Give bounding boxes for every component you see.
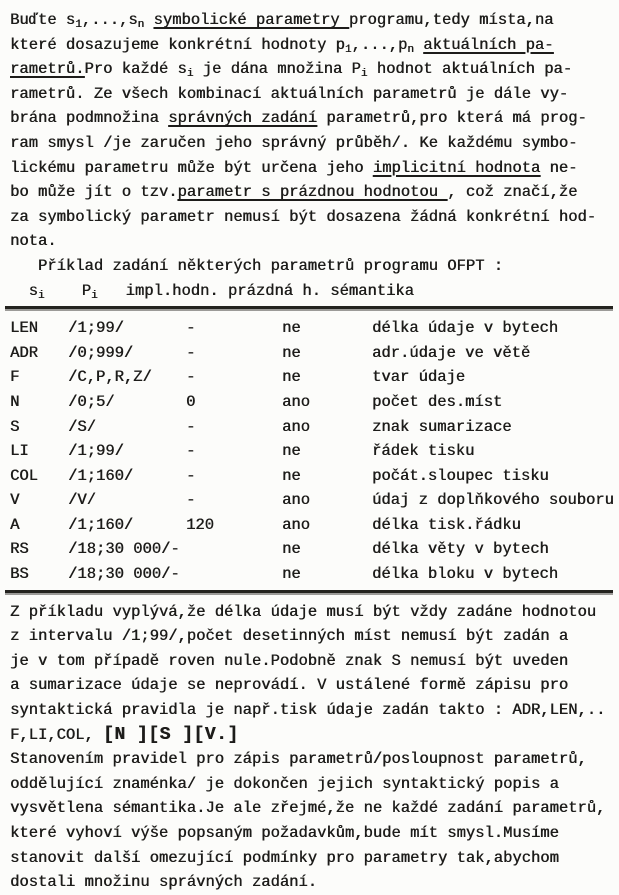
cell-impl bbox=[164, 537, 264, 562]
text-line: rametrů. Ze všech kombinací aktuálních parametrů je dále vy- bbox=[10, 84, 569, 103]
text-line: lickému parametru může být určena jeho implicitní hodnota ne- bbox=[10, 158, 578, 177]
cell-empty: ne bbox=[282, 540, 301, 559]
text-line: bo může jít o tzv.parametr s prázdnou hodnotou , což značí,že bbox=[10, 183, 578, 202]
cell-impl: - bbox=[186, 368, 196, 387]
cell-impl: - bbox=[186, 343, 196, 362]
text-line: syntaktická pravidla je např.tisk údaje zadán takto : ADR,LEN,.. bbox=[10, 701, 606, 720]
text-line: z intervalu /1;99/,počet desetinných míst nemusí být zadán a bbox=[10, 627, 569, 646]
example-caption: Příklad zadání některých parametrů programu OFPT : bbox=[10, 256, 503, 275]
cell-empty: ne bbox=[282, 442, 301, 461]
cell-sem: délka údaje v bytech bbox=[372, 319, 559, 338]
cell-si: ADR bbox=[10, 343, 38, 362]
text-line: stanovit další omezující podmínky pro parametry tak,abychom bbox=[10, 848, 559, 867]
cell-si: F bbox=[10, 368, 20, 387]
cell-sem: tvar údaje bbox=[372, 368, 466, 387]
closing-paragraph bbox=[10, 600, 615, 895]
text-line: ram smysl /je zaručen jeho správný průběh/. Ke každému symbo- bbox=[10, 133, 578, 152]
cell-pi: /S/ bbox=[68, 417, 96, 436]
text-line: brána podmnožina správných zadání parametrů,pro která má prog- bbox=[10, 109, 587, 128]
cell-empty: ne bbox=[282, 319, 301, 338]
table-row bbox=[10, 365, 615, 390]
cell-impl: - bbox=[186, 319, 196, 338]
table-row bbox=[10, 390, 615, 415]
cell-impl: - bbox=[186, 417, 196, 436]
cell-sem: údaj z doplňkového souboru bbox=[372, 491, 614, 510]
table-row bbox=[10, 415, 615, 440]
cell-si: S bbox=[10, 417, 20, 436]
cell-empty: ano bbox=[282, 491, 310, 510]
table-row bbox=[10, 562, 615, 587]
cell-sem: délka věty v bytech bbox=[372, 540, 549, 559]
intro-paragraph bbox=[10, 8, 615, 254]
cell-empty: ano bbox=[282, 417, 310, 436]
cell-sem: délka tisk.řádku bbox=[372, 515, 521, 534]
cell-sem: řádek tisku bbox=[372, 442, 475, 461]
cell-empty: ne bbox=[282, 466, 301, 485]
table-row bbox=[10, 464, 615, 489]
cell-sem: počet des.míst bbox=[372, 392, 503, 411]
cell-empty: ne bbox=[282, 565, 301, 584]
text-line: Buďte $s_1,...,s_n$ symbolické parametry programu,tedy místa,na bbox=[10, 11, 554, 31]
cell-impl: 0 bbox=[186, 392, 196, 411]
text-line: je v tom případě roven nule.Podobně znak S nemusí být uveden bbox=[10, 651, 569, 670]
table-rule-top bbox=[5, 306, 613, 309]
cell-empty: ne bbox=[282, 368, 301, 387]
cell-pi: /18;30 000/- bbox=[68, 565, 180, 584]
table-body bbox=[10, 316, 615, 587]
table-row bbox=[10, 439, 615, 464]
text-line: které vyhoví výše popsaným požadavkům,bude mít smysl.Musíme bbox=[10, 824, 559, 842]
cell-si: N bbox=[10, 392, 20, 411]
table-header-row: $s_i$ $P_i$ impl.hodn. prázdná h. sémantika bbox=[10, 281, 414, 302]
cell-sem: počát.sloupec tisku bbox=[372, 466, 549, 485]
cell-empty: ne bbox=[282, 343, 301, 362]
cell-empty: ano bbox=[282, 515, 310, 534]
cell-pi: /0;5/ bbox=[68, 392, 115, 411]
table-rule-bottom bbox=[5, 590, 613, 593]
cell-si: LI bbox=[10, 442, 29, 461]
cell-pi: /0;999/ bbox=[68, 343, 134, 362]
table-row bbox=[10, 488, 615, 513]
cell-empty: ano bbox=[282, 392, 310, 411]
cell-pi: /1;160/ bbox=[68, 515, 134, 534]
cell-impl: 120 bbox=[186, 515, 214, 534]
cell-pi: /1;99/ bbox=[68, 319, 124, 338]
table-row bbox=[10, 537, 615, 562]
text-line: dostali množinu správných zadání. bbox=[10, 873, 317, 892]
cell-sem: znak sumarizace bbox=[372, 417, 512, 436]
cell-impl: - bbox=[186, 442, 196, 461]
cell-si: BS bbox=[10, 565, 29, 584]
cell-pi: /1;160/ bbox=[68, 466, 134, 485]
cell-sem: délka bloku v bytech bbox=[372, 565, 559, 584]
table-row bbox=[10, 316, 615, 341]
text-line: a sumarizace údaje se neprovádí. V ustálené formě zápisu pro bbox=[10, 676, 569, 695]
text-line: oddělující znaménka/ je dokončen jejich syntaktický popis a bbox=[10, 774, 559, 793]
cell-impl bbox=[164, 562, 264, 587]
cell-pi: /1;99/ bbox=[68, 442, 124, 461]
table-row bbox=[10, 513, 615, 538]
cell-pi: /V/ bbox=[68, 491, 96, 510]
text-line: Z příkladu vyplývá,že délka údaje musí být vždy zadáne hodnotou bbox=[10, 602, 596, 621]
cell-sem: adr.údaje ve větě bbox=[372, 343, 531, 362]
cell-pi: /18;30 000/- bbox=[68, 540, 180, 559]
table-row bbox=[10, 341, 615, 366]
cell-impl: - bbox=[186, 466, 196, 485]
cell-impl: - bbox=[186, 491, 196, 510]
text-line: Stanovením pravidel pro zápis parametrů/posloupnost parametrů, bbox=[10, 750, 587, 769]
text-line: vysvětlena sémantika.Je ale zřejmé,že ne každé zadání parametrů, bbox=[10, 799, 606, 818]
text-line: za symbolický parametr nemusí být dosazena žádná konkrétní hod- bbox=[10, 207, 596, 226]
cell-si: COL bbox=[10, 466, 38, 485]
text-line: nota. bbox=[10, 232, 57, 251]
cell-si: V bbox=[10, 491, 20, 510]
text-line: F,LI,COL, [N ][S ][V.] bbox=[10, 724, 239, 745]
text-line: které dosazujeme konkrétní hodnoty $p_1,...,p_n$ aktuálních pa- bbox=[10, 35, 554, 56]
cell-pi: /C,P,R,Z/ bbox=[68, 368, 152, 387]
cell-si: LEN bbox=[10, 319, 38, 338]
text-line: rametrů.Pro každé $s_i$ je dána množina $P_i$ hodnot aktuálních pa- bbox=[10, 60, 573, 81]
cell-si: RS bbox=[10, 540, 29, 559]
parameters-table bbox=[10, 279, 615, 593]
cell-si: A bbox=[10, 515, 20, 534]
